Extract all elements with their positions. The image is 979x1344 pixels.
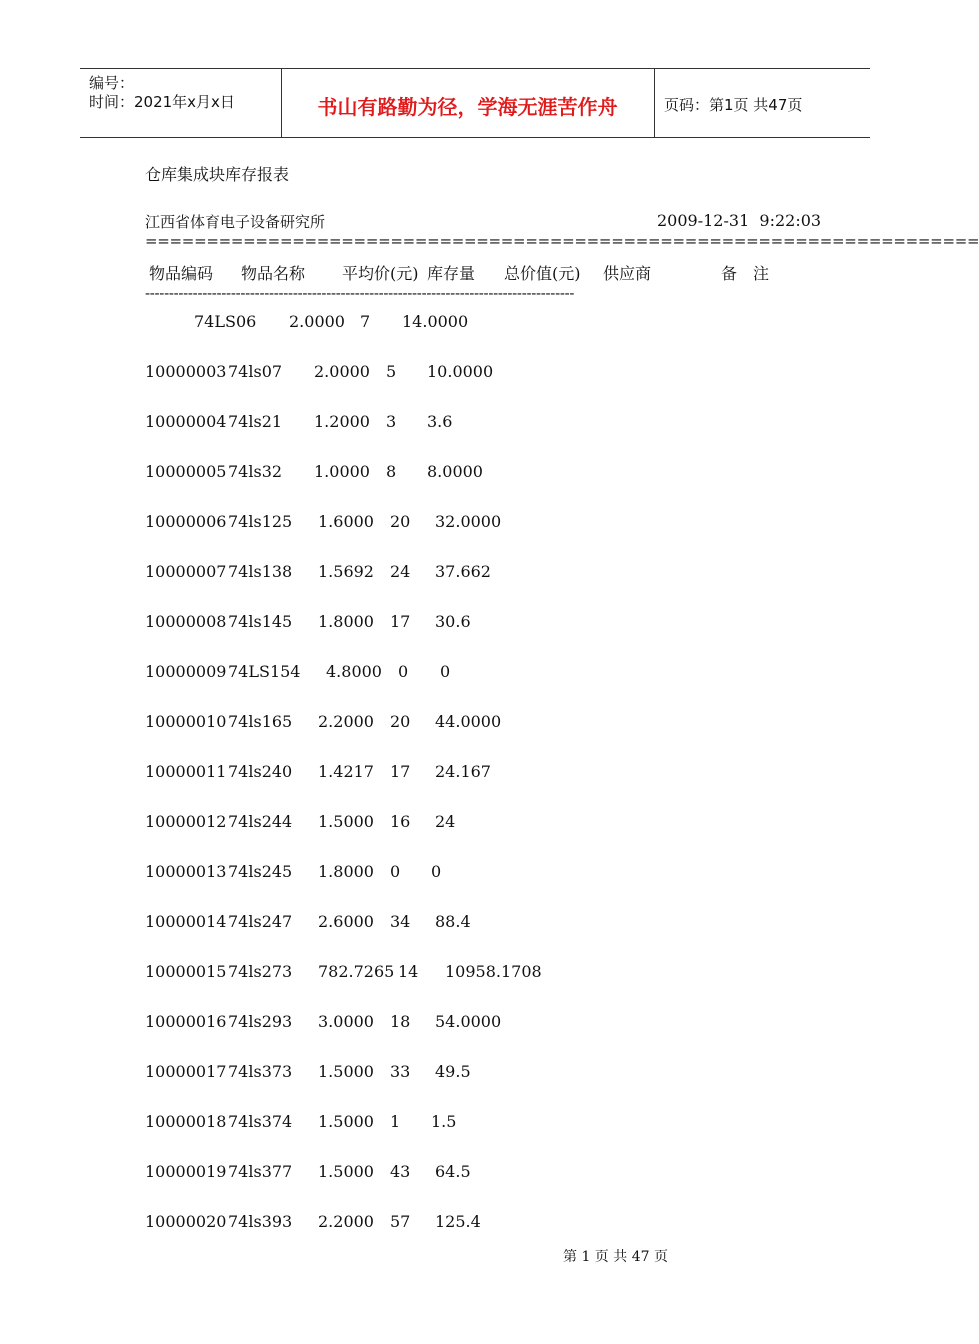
quantity-cell: 17 [390,612,411,631]
item-name-cell: 74ls273 [228,962,293,981]
avg-price-cell: 1.0000 [314,462,370,481]
avg-price-cell: 782.7265 [318,962,395,981]
quantity-cell: 34 [390,912,411,931]
item-name-cell: 74ls07 [228,362,283,381]
item-code-cell: 10000019 [145,1162,227,1181]
avg-price-cell: 1.6000 [318,512,374,531]
column-header-avg-price: 平均价(元) [342,264,419,283]
quantity-cell: 1 [390,1112,401,1131]
quantity-cell: 57 [390,1212,411,1231]
item-name-cell: 74ls244 [228,812,293,831]
total-value-cell: 10.0000 [427,362,494,381]
document-header [80,68,870,138]
total-value-cell: 1.5 [431,1112,457,1131]
item-name-cell: 74ls138 [228,562,293,581]
dash-rule: ------------------------------------------------------------------------------------------ [145,284,575,302]
item-name-cell: 74ls245 [228,862,293,881]
item-code-cell: 10000017 [145,1062,227,1081]
quantity-cell: 20 [390,712,411,731]
table-row [0,312,950,334]
header-left-cell [80,69,282,137]
avg-price-cell: 2.0000 [289,312,345,331]
item-code-cell: 10000020 [145,1212,227,1231]
item-code-cell: 10000010 [145,712,227,731]
table-row [0,712,950,734]
item-name-cell: 74ls374 [228,1112,293,1131]
table-row [0,1012,950,1034]
avg-price-cell: 1.2000 [314,412,370,431]
equals-rule: ==================================================================== [145,232,979,250]
column-header-supplier: 供应商 [603,264,652,283]
quantity-cell: 17 [390,762,411,781]
column-header-name: 物品名称 [241,264,306,283]
table-row [0,562,950,584]
column-header-remarks: 备 注 [721,264,770,283]
table-row [0,662,950,684]
table-row [0,1062,950,1084]
item-name-cell: 74ls240 [228,762,293,781]
avg-price-cell: 1.8000 [318,612,374,631]
item-name-cell: 74ls21 [228,412,283,431]
item-code-cell: 10000005 [145,462,227,481]
page-footer: 第 1 页 共 47 页 [563,1249,668,1265]
quantity-cell: 14 [398,962,419,981]
avg-price-cell: 2.2000 [318,712,374,731]
total-value-cell: 14.0000 [402,312,469,331]
total-value-cell: 49.5 [435,1062,471,1081]
report-datetime: 2009-12-31 9:22:03 [657,211,822,230]
quantity-cell: 24 [390,562,411,581]
quantity-cell: 8 [386,462,397,481]
avg-price-cell: 3.0000 [318,1012,374,1031]
total-value-cell: 10958.1708 [445,962,542,981]
item-code-cell: 10000009 [145,662,227,681]
avg-price-cell: 1.5692 [318,562,374,581]
table-row [0,962,950,984]
item-code-cell: 10000003 [145,362,227,381]
time-label: 时间：2021年x月x日 [89,93,235,111]
motto: 书山有路勤为径，学海无涯苦作舟 [317,95,618,119]
quantity-cell: 33 [390,1062,411,1081]
avg-price-cell: 1.4217 [318,762,374,781]
total-value-cell: 0 [431,862,442,881]
item-name-cell: 74ls293 [228,1012,293,1031]
column-header-quantity: 库存量 [427,264,476,283]
quantity-cell: 7 [360,312,371,331]
item-name-cell: 74ls145 [228,612,293,631]
item-code-cell: 10000004 [145,412,227,431]
quantity-cell: 43 [390,1162,411,1181]
item-name-cell: 74ls165 [228,712,293,731]
page-info: 页码：第1页 共47页 [664,96,803,114]
avg-price-cell: 4.8000 [326,662,382,681]
total-value-cell: 24 [435,812,456,831]
item-code-cell: 10000006 [145,512,227,531]
total-value-cell: 125.4 [435,1212,481,1231]
table-row [0,1162,950,1184]
avg-price-cell: 2.0000 [314,362,370,381]
avg-price-cell: 2.6000 [318,912,374,931]
total-value-cell: 8.0000 [427,462,483,481]
table-row [0,412,950,434]
table-row [0,862,950,884]
item-code-cell: 10000015 [145,962,227,981]
table-row [0,762,950,784]
item-code-cell: 10000011 [145,762,227,781]
item-name-cell: 74ls393 [228,1212,293,1231]
total-value-cell: 37.662 [435,562,491,581]
item-name-cell: 74LS06 [194,312,257,331]
total-value-cell: 54.0000 [435,1012,502,1031]
table-row [0,1212,950,1234]
table-row [0,1112,950,1134]
total-value-cell: 88.4 [435,912,471,931]
item-code-cell: 10000013 [145,862,227,881]
item-code-cell: 10000014 [145,912,227,931]
item-code-cell: 10000012 [145,812,227,831]
total-value-cell: 3.6 [427,412,453,431]
table-row [0,512,950,534]
avg-price-cell: 1.8000 [318,862,374,881]
item-name-cell: 74ls247 [228,912,293,931]
item-name-cell: 74ls377 [228,1162,293,1181]
header-middle-cell [281,69,655,137]
column-header-code: 物品编码 [149,264,214,283]
table-row [0,912,950,934]
item-name-cell: 74ls32 [228,462,283,481]
item-code-cell: 10000008 [145,612,227,631]
total-value-cell: 64.5 [435,1162,471,1181]
item-code-cell: 10000016 [145,1012,227,1031]
avg-price-cell: 2.2000 [318,1212,374,1231]
avg-price-cell: 1.5000 [318,812,374,831]
total-value-cell: 44.0000 [435,712,502,731]
quantity-cell: 3 [386,412,397,431]
quantity-cell: 18 [390,1012,411,1031]
table-row [0,362,950,384]
quantity-cell: 0 [398,662,409,681]
avg-price-cell: 1.5000 [318,1062,374,1081]
item-name-cell: 74LS154 [228,662,301,681]
total-value-cell: 30.6 [435,612,471,631]
quantity-cell: 5 [386,362,397,381]
number-label: 编号： [89,74,135,92]
table-row [0,812,950,834]
item-code-cell: 10000007 [145,562,227,581]
table-row [0,462,950,484]
quantity-cell: 16 [390,812,411,831]
column-header-total: 总价值(元) [504,264,581,283]
header-right-cell [655,69,870,137]
quantity-cell: 20 [390,512,411,531]
total-value-cell: 0 [440,662,451,681]
avg-price-cell: 1.5000 [318,1112,374,1131]
total-value-cell: 32.0000 [435,512,502,531]
quantity-cell: 0 [390,862,401,881]
total-value-cell: 24.167 [435,762,491,781]
table-row [0,612,950,634]
item-name-cell: 74ls125 [228,512,293,531]
organization-name: 江西省体育电子设备研究所 [145,213,326,231]
avg-price-cell: 1.5000 [318,1162,374,1181]
item-code-cell: 10000018 [145,1112,227,1131]
report-title: 仓库集成块库存报表 [145,165,290,184]
item-name-cell: 74ls373 [228,1062,293,1081]
